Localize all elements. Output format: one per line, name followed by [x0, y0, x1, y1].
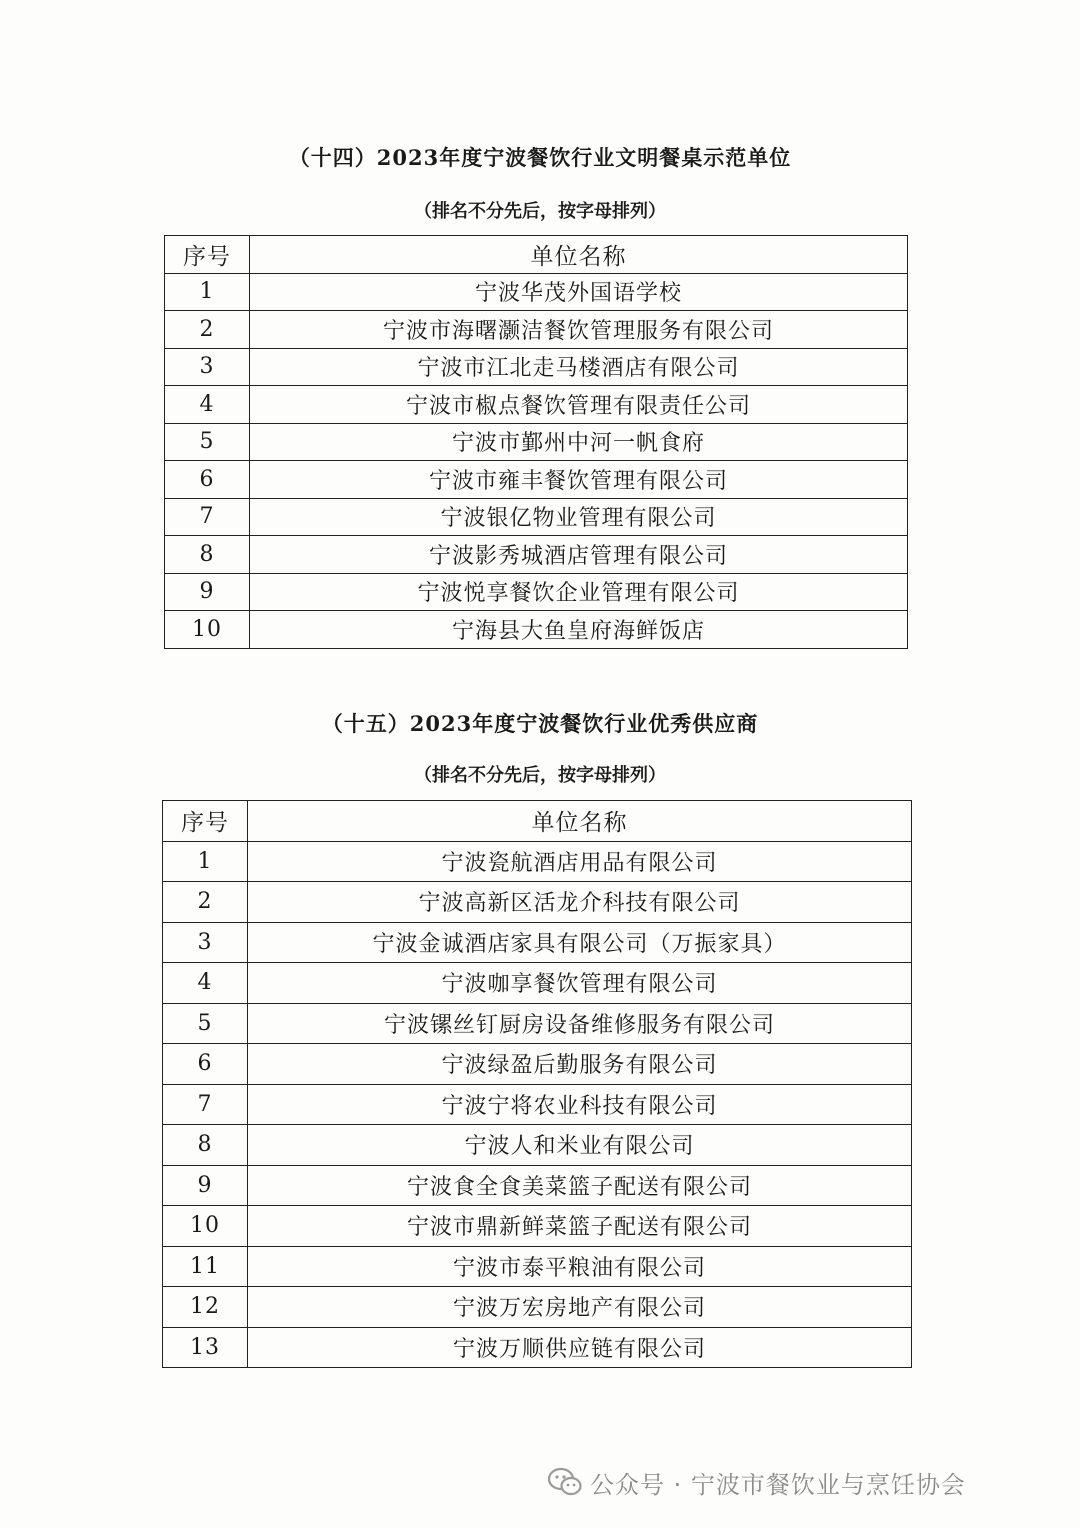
- unit-name: 宁波市鼎新鲜菜篮子配送有限公司: [248, 1206, 912, 1247]
- header-num: 序号: [165, 236, 250, 274]
- row-number: 7: [165, 498, 250, 536]
- row-number: 8: [165, 536, 250, 574]
- unit-name: 宁波华茂外国语学校: [250, 273, 908, 311]
- table-row: [163, 1084, 912, 1125]
- row-number: 2: [165, 311, 250, 349]
- row-number: 9: [163, 1165, 248, 1206]
- table-row: [163, 963, 912, 1004]
- unit-name: 宁波人和米业有限公司: [248, 1125, 912, 1166]
- row-number: 9: [165, 573, 250, 611]
- unit-name: 宁波食全食美菜篮子配送有限公司: [248, 1165, 912, 1206]
- unit-name: 宁波市鄞州中河一帆食府: [250, 423, 908, 461]
- row-number: 3: [165, 348, 250, 386]
- row-number: 3: [163, 922, 248, 963]
- unit-name: 宁波影秀城酒店管理有限公司: [250, 536, 908, 574]
- table-row: [165, 573, 908, 611]
- unit-name: 宁波咖享餐饮管理有限公司: [248, 963, 912, 1004]
- table-row: [165, 498, 908, 536]
- header-num: 序号: [163, 801, 248, 842]
- row-number: 2: [163, 882, 248, 923]
- unit-name: 宁波万顺供应链有限公司: [248, 1327, 912, 1368]
- unit-name: 宁波瓷航酒店用品有限公司: [248, 841, 912, 882]
- table-row: [165, 423, 908, 461]
- table-row: [163, 1327, 912, 1368]
- row-number: 1: [163, 841, 248, 882]
- table-row: [165, 273, 908, 311]
- row-number: 8: [163, 1125, 248, 1166]
- table-row: [165, 386, 908, 424]
- row-number: 7: [163, 1084, 248, 1125]
- table-row: [163, 841, 912, 882]
- wechat-icon: [548, 1467, 582, 1497]
- watermark-text: 公众号 · 宁波市餐饮业与烹饪协会: [590, 1470, 966, 1499]
- header-name: 单位名称: [248, 801, 912, 842]
- unit-name: 宁波市江北走马楼酒店有限公司: [250, 348, 908, 386]
- unit-name: 宁波悦享餐饮企业管理有限公司: [250, 573, 908, 611]
- table-row: [163, 922, 912, 963]
- table-row: [163, 1125, 912, 1166]
- table-row: [163, 882, 912, 923]
- table-row: [163, 1246, 912, 1287]
- row-number: 1: [165, 273, 250, 311]
- unit-name: 宁波市泰平粮油有限公司: [248, 1246, 912, 1287]
- table-row: [165, 311, 908, 349]
- table-header-row: [163, 801, 912, 842]
- section-15-table: [162, 800, 912, 1368]
- row-number: 12: [163, 1287, 248, 1328]
- header-name: 单位名称: [250, 236, 908, 274]
- table-row: [165, 461, 908, 499]
- row-number: 6: [165, 461, 250, 499]
- table-row: [163, 1003, 912, 1044]
- section-15-title: （十五）2023年度宁波餐饮行业优秀供应商: [321, 711, 759, 736]
- unit-name: 宁波高新区活龙介科技有限公司: [248, 882, 912, 923]
- section-14-subtitle: （排名不分先后，按字母排列）: [414, 201, 666, 222]
- table-row: [163, 1206, 912, 1247]
- table-row: [165, 348, 908, 386]
- row-number: 11: [163, 1246, 248, 1287]
- row-number: 6: [163, 1044, 248, 1085]
- unit-name: 宁波市雍丰餐饮管理有限公司: [250, 461, 908, 499]
- table-row: [163, 1287, 912, 1328]
- unit-name: 宁海县大鱼皇府海鲜饭店: [250, 611, 908, 649]
- row-number: 4: [163, 963, 248, 1004]
- table-header-row: [165, 236, 908, 274]
- section-14-table: [164, 235, 908, 649]
- watermark: [548, 1462, 966, 1502]
- table-row: [165, 536, 908, 574]
- row-number: 13: [163, 1327, 248, 1368]
- unit-name: 宁波市椒点餐饮管理有限责任公司: [250, 386, 908, 424]
- table-row: [163, 1165, 912, 1206]
- unit-name: 宁波宁将农业科技有限公司: [248, 1084, 912, 1125]
- unit-name: 宁波万宏房地产有限公司: [248, 1287, 912, 1328]
- row-number: 4: [165, 386, 250, 424]
- table-row: [165, 611, 908, 649]
- table-row: [163, 1044, 912, 1085]
- unit-name: 宁波金诚酒店家具有限公司（万振家具）: [248, 922, 912, 963]
- section-15-subtitle: （排名不分先后，按字母排列）: [414, 765, 666, 786]
- unit-name: 宁波绿盈后勤服务有限公司: [248, 1044, 912, 1085]
- unit-name: 宁波镙丝钉厨房设备维修服务有限公司: [248, 1003, 912, 1044]
- section-14-title: （十四）2023年度宁波餐饮行业文明餐桌示范单位: [288, 145, 792, 170]
- row-number: 5: [165, 423, 250, 461]
- unit-name: 宁波市海曙灏洁餐饮管理服务有限公司: [250, 311, 908, 349]
- row-number: 10: [163, 1206, 248, 1247]
- unit-name: 宁波银亿物业管理有限公司: [250, 498, 908, 536]
- row-number: 5: [163, 1003, 248, 1044]
- row-number: 10: [165, 611, 250, 649]
